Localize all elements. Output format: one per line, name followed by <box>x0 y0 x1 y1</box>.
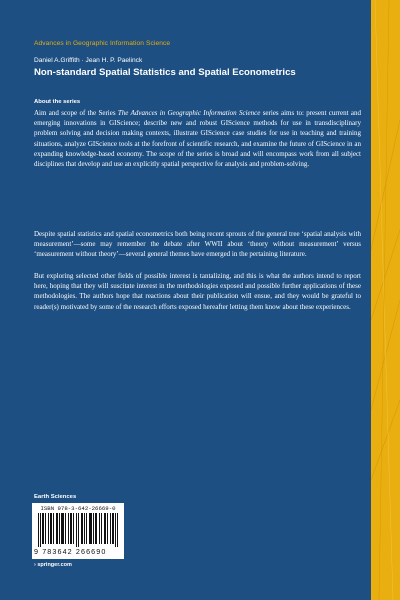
about-text-end: series aims to: present current and emerging innovations in GIScience; describe new and robust GIScience methods for use in transdisciplinary problem solving and decision making contexts, illustrate GIScience case studies for use in teaching and training situations, analyze GIScience tools at the forefront of scientific research, and examine the future of GIScience in an expanding knowledge-based economy. The scope of the series is broad and will encompass work from all subject disciplines that develop and use an explicitly spatial perspective for analysis and problem-solving. <box>34 109 361 169</box>
book-title: Non-standard Spatial Statistics and Spatial Econometrics <box>34 67 296 78</box>
series-name: The Advances in Geographic Information Science <box>117 109 261 117</box>
subject-label: Earth Sciences <box>34 494 77 500</box>
description-paragraph-1: Despite spatial statistics and spatial econometrics both being recent sprouts of the general tree ‘spatial analysis with measurement’—some may remember the debate after WWII about ‘theory without measurement’ versus ‘measurement without theory’—several general themes have emerged in the pertaining literature. <box>34 230 361 259</box>
description-paragraph-2: But exploring selected other fields of possible interest is tantalizing, and this is what the authors intend to report here, hoping that they will suscitate interest in the methodologies exposed and possible further applications of these methodologies. The authors hope that reactions about their publication will ensue, and they would be grateful to reader(s) motivated by some of the research efforts exposed hereafter letting them know about these experiences. <box>34 272 361 311</box>
barcode-box <box>32 503 124 559</box>
isbn-text: ISBN 978-3-642-26669-0 <box>40 505 116 512</box>
about-series-heading: About the series <box>34 99 81 105</box>
about-series-text <box>34 108 361 169</box>
series-label: Advances in Geographic Information Science <box>34 40 171 47</box>
stripe-graphic <box>371 0 400 600</box>
authors: Daniel A.Griffith · Jean H. P. Paelinck <box>34 57 143 64</box>
about-text-start: Aim and scope of the Series <box>34 109 118 117</box>
barcode-icon <box>38 513 118 547</box>
springer-url: › springer.com <box>34 562 72 568</box>
ean-digits: 9 783642 266690 <box>34 547 107 556</box>
